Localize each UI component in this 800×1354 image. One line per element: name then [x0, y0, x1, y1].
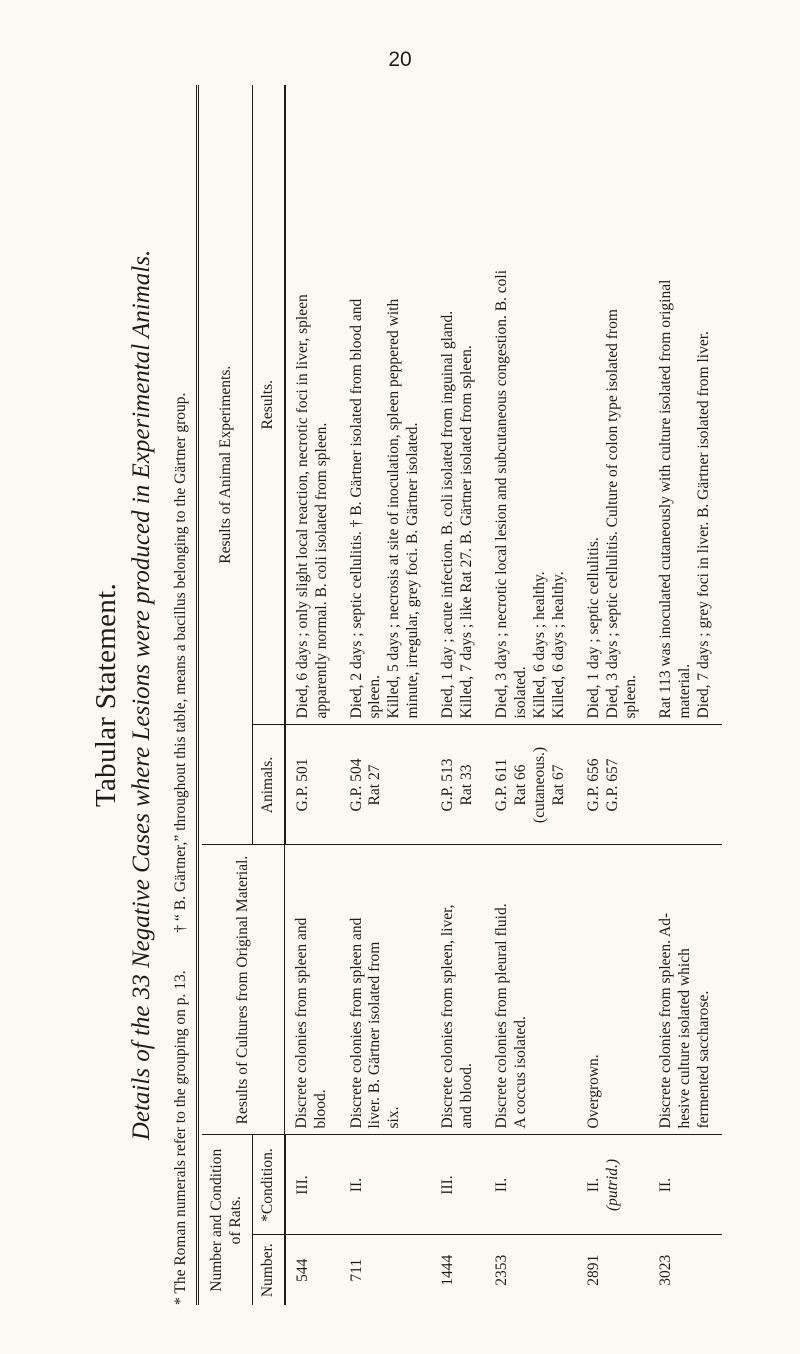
rat-number: 1444: [439, 1254, 457, 1286]
condition-cell: [577, 1135, 650, 1235]
condition-value: II.: [492, 1177, 510, 1193]
animals-cell: [649, 725, 722, 845]
experiment-result-cell: [649, 85, 722, 725]
header-rats-group: Number and Condition of Rats.: [202, 1135, 252, 1305]
result-line: Died, 1 day ; acute infection. B. coli isolated from inguinal gland.: [439, 310, 457, 719]
condition-value: III.: [439, 1175, 457, 1195]
culture-line: liver. B. Gärtner isolated from: [366, 941, 384, 1129]
table-top-rule: [196, 85, 199, 1305]
rat-number: 711: [347, 1258, 365, 1282]
culture-line: Overgrown.: [584, 1054, 602, 1129]
condition-value: II.: [347, 1177, 365, 1193]
rat-number: 2891: [584, 1254, 602, 1286]
result-line: isolated.: [511, 666, 529, 719]
experiment-result-cell: [577, 85, 650, 725]
condition-cell: [285, 1135, 340, 1235]
culture-line: Discrete colonies from spleen and: [293, 917, 311, 1129]
header-cultures: Results of Cultures from Original Material.: [202, 845, 285, 1135]
culture-line: hesive culture isolated which: [676, 948, 694, 1129]
culture-line: blood.: [312, 1089, 330, 1129]
culture-result-cell: [431, 845, 485, 1135]
condition-cell: [485, 1135, 577, 1235]
table-body: [285, 85, 722, 1305]
animal-id: G.P. 504: [347, 758, 365, 812]
condition-note: (putrid.): [603, 1158, 621, 1212]
animals-cell: [431, 725, 485, 845]
table-row: [431, 85, 485, 1305]
table-row: [485, 85, 577, 1305]
rat-number-cell: [649, 1235, 722, 1305]
rat-number-cell: [340, 1235, 432, 1305]
animal-id: G.P. 513: [439, 758, 457, 812]
animal-id: G.P. 657: [603, 758, 621, 812]
experiment-result-cell: [285, 85, 340, 725]
result-line: Died, 3 days ; septic cellulitis. Culture of colon type isolated from: [603, 309, 621, 719]
experiment-result-cell: [485, 85, 577, 725]
result-line: Died, 7 days ; grey foci in liver. B. Gärtner isolated from liver.: [695, 331, 713, 719]
header-animal-group: Results of Animal Experiments.: [202, 85, 252, 845]
animal-id: Rat 33: [458, 764, 476, 806]
condition-cell: [649, 1135, 722, 1235]
condition-value: II.: [584, 1177, 602, 1193]
result-line: material.: [676, 663, 694, 719]
animals-cell: [340, 725, 432, 845]
culture-line: A coccus isolated.: [511, 1016, 529, 1129]
culture-result-cell: [485, 845, 577, 1135]
footnote: [172, 85, 190, 1305]
animal-id: (cutaneous.): [530, 746, 548, 824]
culture-line: fermented saccharose.: [695, 990, 713, 1129]
culture-result-cell: [285, 845, 340, 1135]
rat-number: 3023: [657, 1254, 675, 1286]
condition-cell: [340, 1135, 432, 1235]
result-line: Died, 3 days ; necrotic local lesion and subcutaneous congestion. B. coli: [492, 269, 510, 719]
header-number: Number.: [252, 1235, 284, 1305]
page-subtitle: Details of the 33 Negative Cases where Lesions were produced in Experimental Animals.: [128, 249, 155, 1141]
culture-result-cell: [577, 845, 650, 1135]
animals-cell: [285, 725, 340, 845]
result-line: Rat 113 was inoculated cutaneously with culture isolated from original: [657, 279, 675, 719]
table-row: [577, 85, 650, 1305]
animal-id: G.P. 611: [492, 758, 510, 812]
condition-cell: [431, 1135, 485, 1235]
page-title: Tabular Statement.: [90, 582, 122, 808]
experiment-result-cell: [431, 85, 485, 725]
footnote-grouping: * The Roman numerals refer to the grouping on p. 13.: [172, 970, 189, 1305]
result-line: Killed, 6 days ; healthy.: [530, 571, 548, 719]
rat-number: 544: [293, 1258, 311, 1282]
rat-number-cell: [431, 1235, 485, 1305]
animal-id: Rat 66: [511, 764, 529, 806]
experiment-result-cell: [340, 85, 432, 725]
rat-number-cell: [577, 1235, 650, 1305]
result-line: Died, 1 day ; septic cellulitis.: [584, 537, 602, 719]
result-line: Killed, 6 days ; healthy.: [549, 571, 567, 719]
rotated-table-sheet: [90, 85, 730, 1305]
culture-line: and blood.: [458, 1063, 476, 1129]
animal-id: Rat 67: [549, 764, 567, 806]
header-animals: Animals.: [252, 725, 284, 845]
animal-id: Rat 27: [366, 764, 384, 806]
page-number: 20: [388, 48, 412, 71]
culture-line: Discrete colonies from spleen. Ad-: [657, 912, 675, 1129]
table-row: [340, 85, 432, 1305]
results-table: [202, 85, 722, 1305]
result-line: Killed, 5 days ; necrosis at site of inoculation, spleen peppered with: [385, 298, 403, 719]
animals-cell: [577, 725, 650, 845]
culture-line: Discrete colonies from pleural fluid.: [492, 903, 510, 1129]
rat-number-cell: [285, 1235, 340, 1305]
culture-line: Discrete colonies from spleen, liver,: [439, 904, 457, 1129]
animal-id: G.P. 656: [584, 758, 602, 812]
animal-id: G.P. 501: [293, 758, 311, 812]
table-row: [285, 85, 340, 1305]
result-line: spleen.: [622, 675, 640, 719]
culture-result-cell: [340, 845, 432, 1135]
culture-result-cell: [649, 845, 722, 1135]
condition-value: III.: [293, 1175, 311, 1195]
condition-value: II.: [657, 1177, 675, 1193]
rat-number-cell: [485, 1235, 577, 1305]
result-line: Died, 2 days ; septic cellulitis. † B. Gärtner isolated from blood and: [347, 298, 365, 719]
result-line: Died, 6 days ; only slight local reaction, necrotic foci in liver, spleen: [293, 294, 311, 719]
header-results: Results.: [252, 85, 284, 725]
footnote-gartner: † “ B. Gärtner,” throughout this table, means a bacillus belonging to the Gärtner group.: [172, 392, 189, 933]
result-line: apparently normal. B. coli isolated from spleen.: [312, 422, 330, 719]
table-row: [649, 85, 722, 1305]
culture-line: six.: [385, 1106, 403, 1129]
result-line: minute, irregular, grey foci. B. Gärtner isolated.: [404, 422, 422, 719]
culture-line: Discrete colonies from spleen and: [347, 917, 365, 1129]
header-condition: *Condition.: [252, 1135, 284, 1235]
result-line: Killed, 7 days ; like Rat 27. B. Gärtner isolated from spleen.: [458, 345, 476, 719]
rat-number: 2353: [492, 1254, 510, 1286]
result-line: spleen.: [366, 675, 384, 719]
animals-cell: [485, 725, 577, 845]
